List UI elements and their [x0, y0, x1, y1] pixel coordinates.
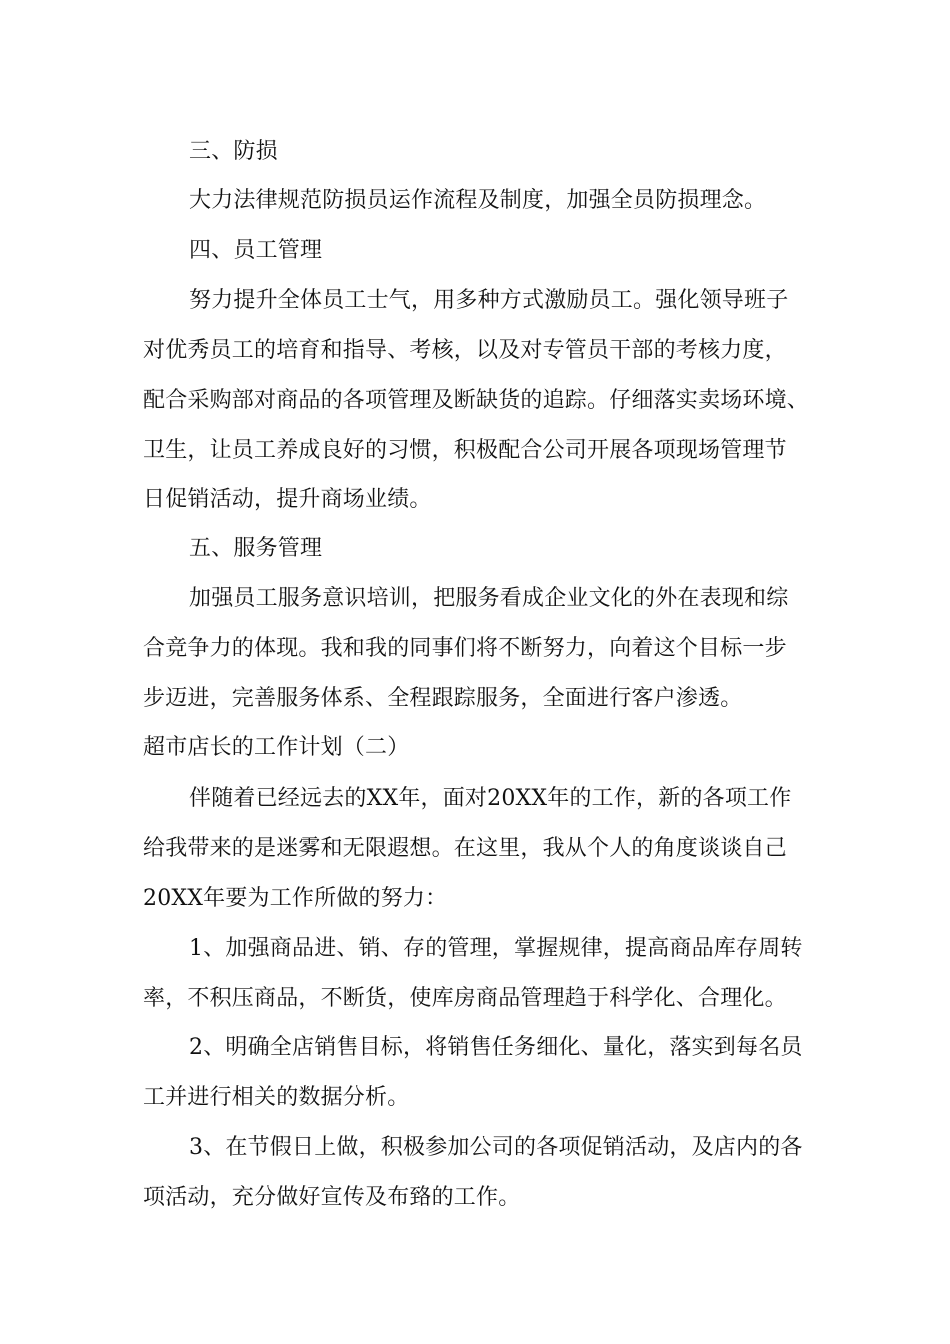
- list-item-3: 3、在节假日上做，积极参加公司的各项促销活动，及店内的各: [189, 1135, 803, 1160]
- paragraph-line: 给我带来的是迷雾和无限遐想。在这里，我从个人的角度谈谈自己: [143, 836, 787, 861]
- paragraph-line: 伴随着已经远去的XX年，面对20XX年的工作，新的各项工作: [189, 786, 792, 811]
- document-subtitle: 超市店长的工作计划（二）: [143, 735, 410, 760]
- paragraph-line: 日促销活动，提升商场业绩。: [143, 487, 432, 512]
- paragraph-line: 20XX年要为工作所做的努力：: [143, 886, 448, 911]
- section-heading-loss-prevention: 三、防损: [189, 139, 278, 164]
- paragraph-line: 对优秀员工的培育和指导、考核，以及对专管员干部的考核力度，: [143, 338, 787, 363]
- section-heading-staff-management: 四、员工管理: [189, 238, 323, 263]
- paragraph-line: 配合采购部对商品的各项管理及断缺货的追踪。仔细落实卖场环境、: [143, 388, 810, 413]
- paragraph-line: 加强员工服务意识培训，把服务看成企业文化的外在表现和综: [189, 586, 789, 611]
- paragraph-line: 努力提升全体员工士气，用多种方式激励员工。强化领导班子: [189, 288, 789, 313]
- paragraph-line: 卫生，让员工养成良好的习惯，积极配合公司开展各项现场管理节: [143, 438, 787, 463]
- list-item-3-continued: 项活动，充分做好宣传及布臵的工作。: [143, 1185, 521, 1210]
- list-item-1: 1、加强商品进、销、存的管理，掌握规律，提高商品库存周转: [189, 936, 803, 961]
- list-item-1-continued: 率，不积压商品，不断货，使库房商品管理趋于科学化、合理化。: [143, 986, 787, 1011]
- paragraph-line: 大力法律规范防损员运作流程及制度，加强全员防损理念。: [189, 188, 767, 213]
- list-item-2: 2、明确全店销售目标，将销售任务细化、量化，落实到每名员: [189, 1035, 803, 1060]
- list-item-2-continued: 工并进行相关的数据分析。: [143, 1085, 410, 1110]
- paragraph-line: 合竞争力的体现。我和我的同事们将不断努力，向着这个目标一步: [143, 636, 787, 661]
- paragraph-line: 步迈进，完善服务体系、全程跟踪服务，全面进行客户渗透。: [143, 686, 743, 711]
- section-heading-service-management: 五、服务管理: [189, 536, 323, 561]
